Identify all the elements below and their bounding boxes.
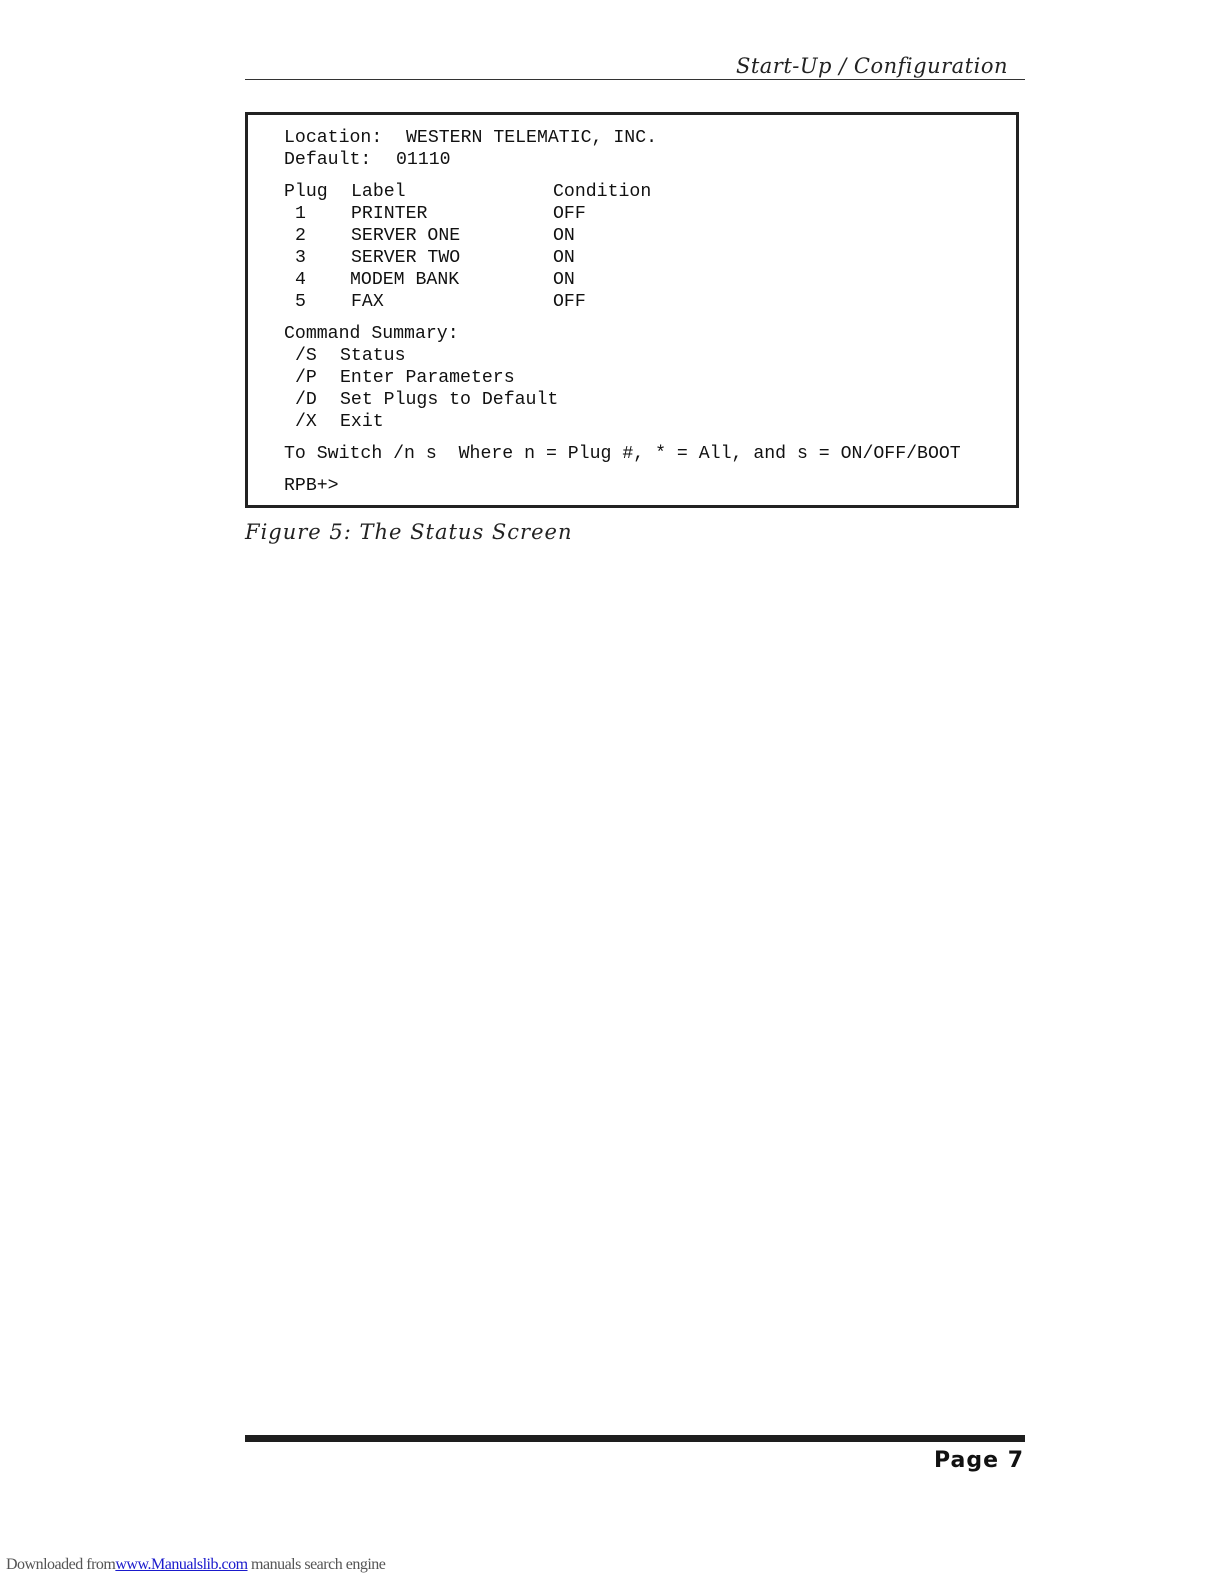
plug-label: SERVER ONE [351, 226, 461, 246]
plug-condition: ON [553, 226, 575, 246]
command-key: /P [295, 368, 317, 388]
command-desc: Status [340, 346, 406, 366]
default-value: 01110 [396, 150, 451, 170]
plug-number: 2 [295, 226, 306, 246]
location-label: Location: [284, 128, 383, 148]
plug-label: MODEM BANK [350, 270, 460, 290]
plug-number: 3 [295, 248, 306, 268]
plug-label: SERVER TWO [351, 248, 461, 268]
download-note-suffix: manuals search engine [251, 1556, 386, 1573]
running-header: Start-Up / Configuration [735, 54, 1008, 78]
column-header-condition: Condition [553, 182, 652, 202]
command-key: /S [295, 346, 317, 366]
figure-caption: Figure 5: The Status Screen [245, 520, 573, 544]
command-key: /D [295, 390, 317, 410]
command-desc: Enter Parameters [340, 368, 515, 388]
plug-number: 5 [295, 292, 306, 312]
plug-label: FAX [351, 292, 384, 312]
plug-condition: ON [553, 248, 575, 268]
switch-help-text: To Switch /n s Where n = Plug #, * = All, and s = ON/OFF/BOOT [284, 444, 961, 464]
plug-condition: OFF [553, 292, 586, 312]
plug-condition: ON [553, 270, 575, 290]
plug-number: 4 [295, 270, 306, 290]
command-key: /X [295, 412, 317, 432]
page-number: Page 7 [933, 1448, 1024, 1473]
command-desc: Exit [340, 412, 384, 432]
column-header-label: Label [351, 182, 406, 202]
manualslib-link[interactable]: www.Manualslib.com [115, 1556, 248, 1573]
download-note [6, 1556, 385, 1574]
plug-number: 1 [295, 204, 306, 224]
header-divider [245, 79, 1025, 80]
location-value: WESTERN TELEMATIC, INC. [406, 128, 658, 148]
status-screen-terminal [245, 112, 1019, 508]
command-summary-title: Command Summary: [284, 324, 459, 344]
command-desc: Set Plugs to Default [340, 390, 559, 410]
default-label: Default: [284, 150, 372, 170]
plug-label: PRINTER [351, 204, 428, 224]
download-note-prefix: Downloaded from [6, 1556, 116, 1573]
plug-condition: OFF [553, 204, 586, 224]
command-prompt: RPB+> [284, 476, 339, 496]
footer-rule [245, 1435, 1025, 1442]
column-header-plug: Plug [284, 182, 328, 202]
